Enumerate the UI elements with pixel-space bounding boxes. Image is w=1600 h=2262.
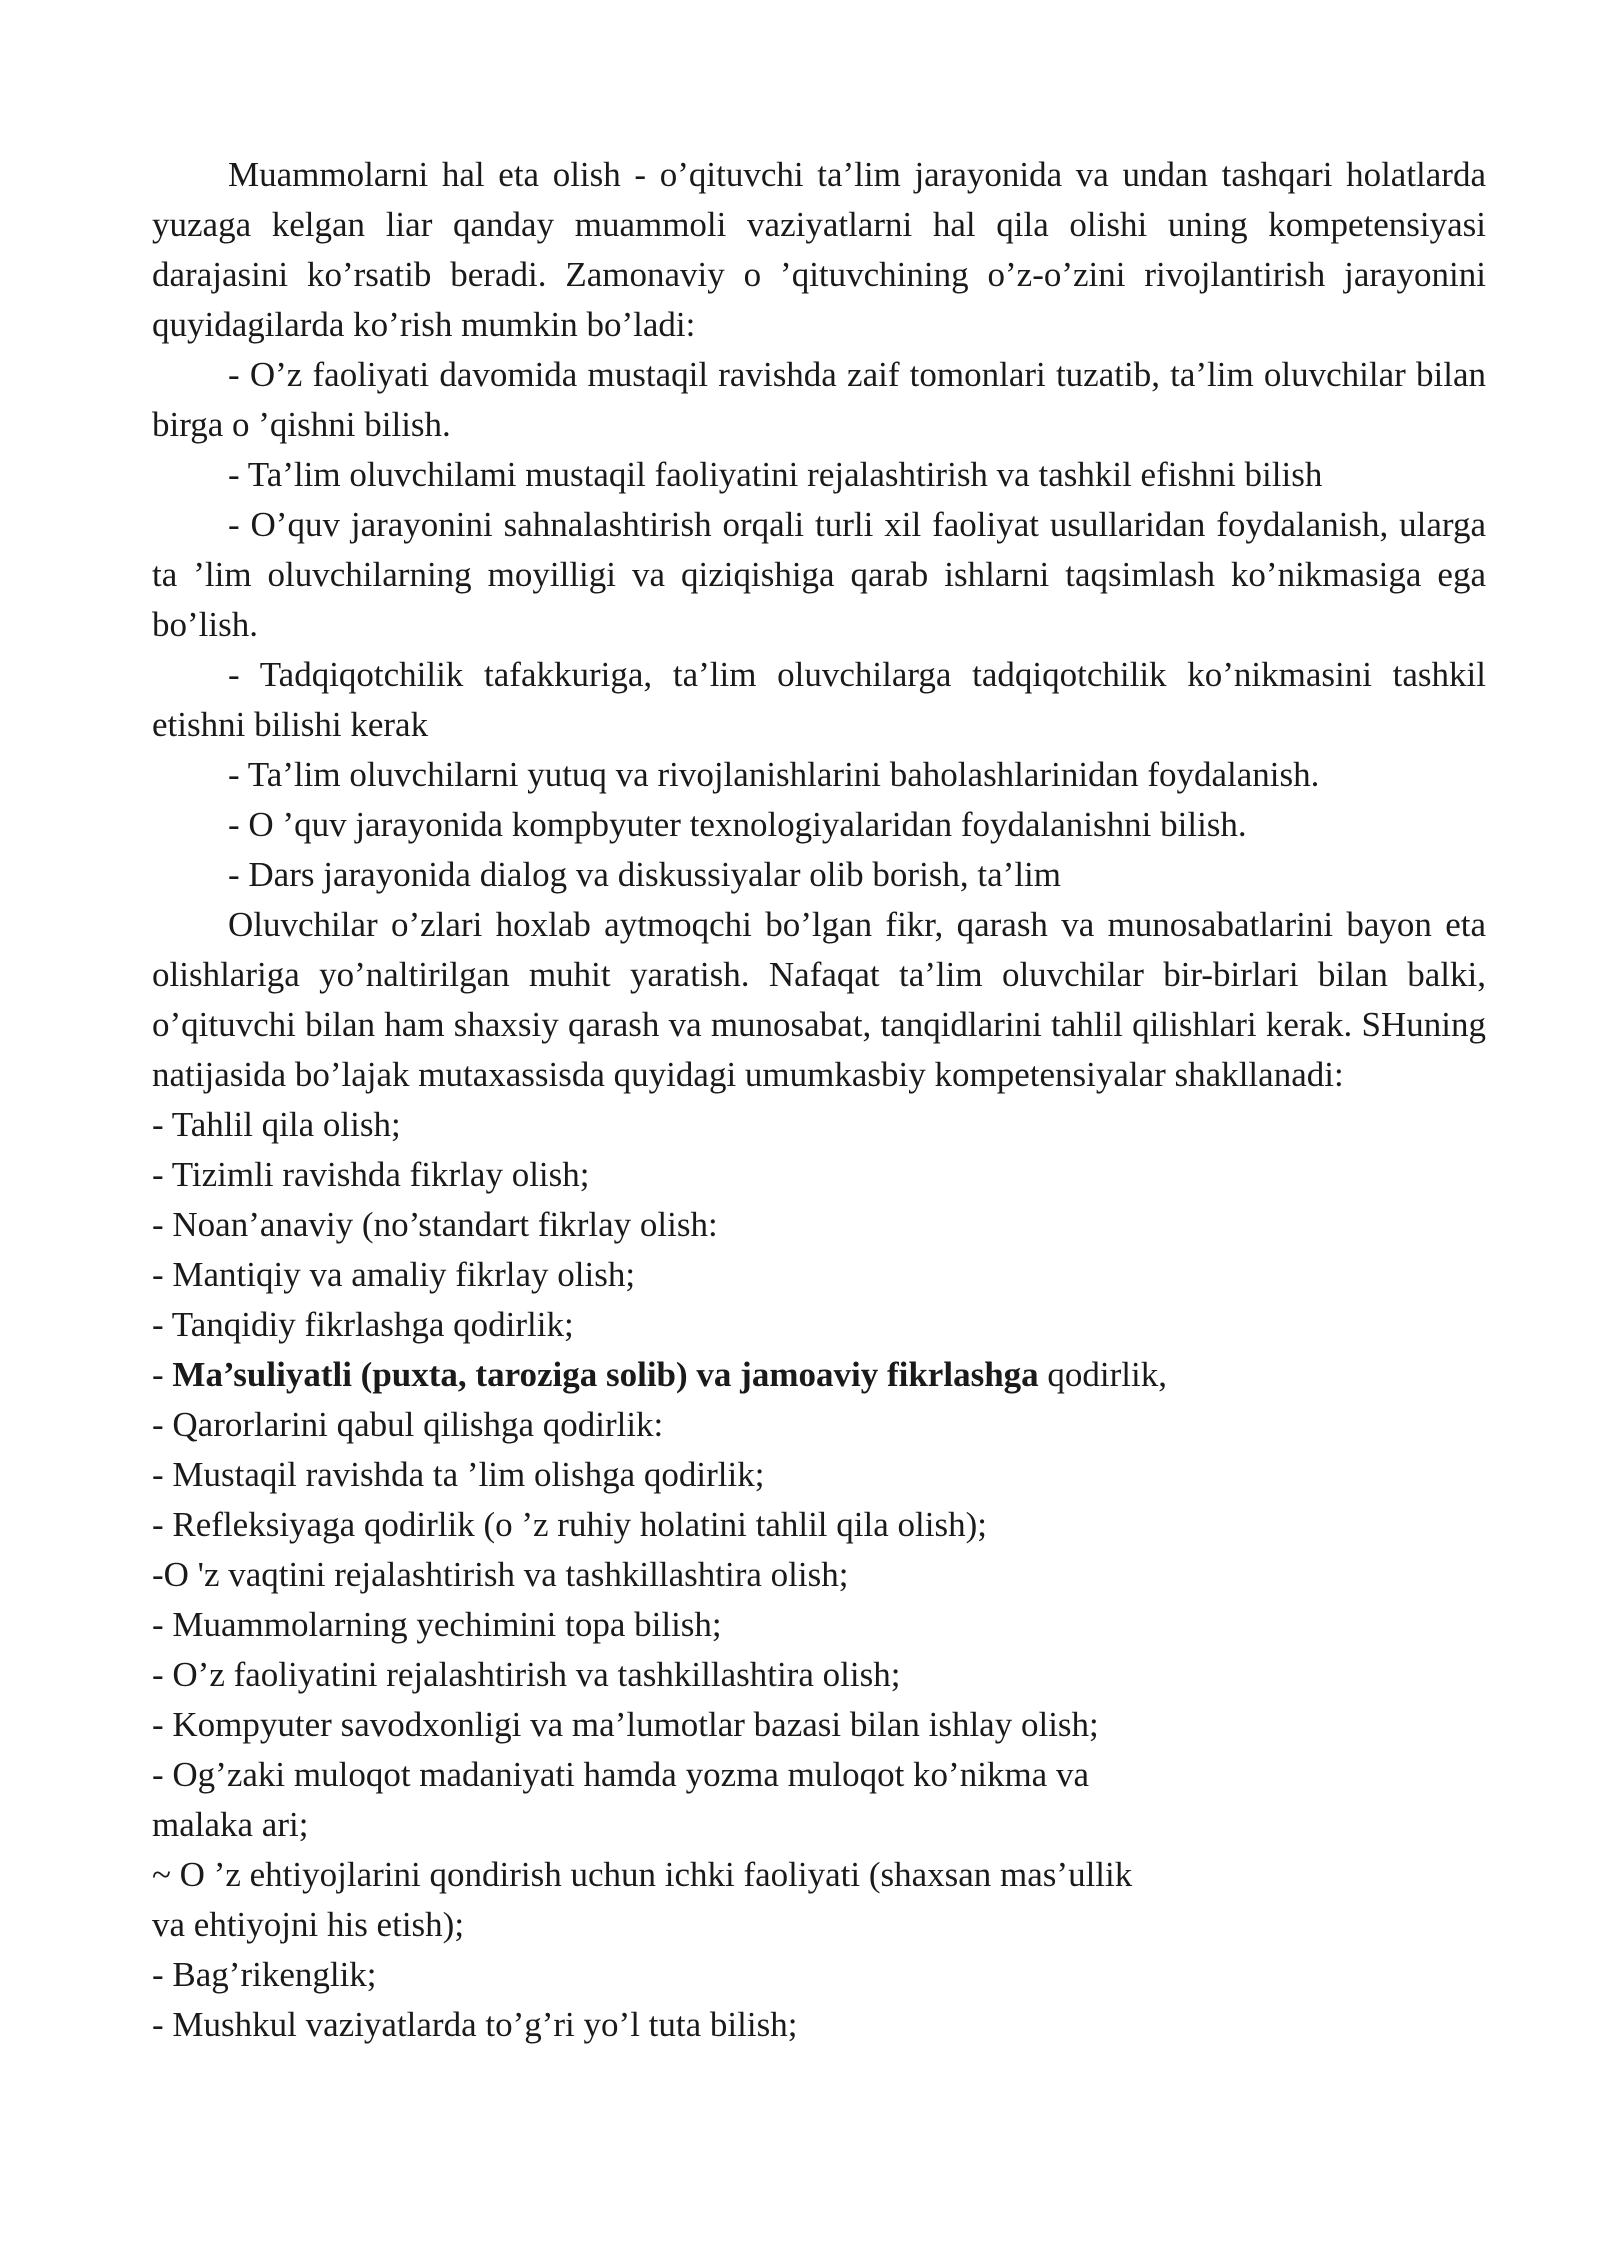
bold-item-prefix: - — [152, 1355, 173, 1394]
list-item: - Tahlil qila olish; — [152, 1105, 401, 1144]
list-item: - Mantiqiy va amaliy fikrlay olish; — [152, 1255, 636, 1294]
list-item-bold — [152, 1350, 1486, 1400]
list-item: - Mustaqil ravishda ta ’lim olishga qodirlik; — [152, 1455, 765, 1494]
list-item-continuation: va ehtiyojni his etish); — [152, 1905, 465, 1944]
list-item: - Bag’rikenglik; — [152, 1955, 377, 1994]
list-item: - Tizimli ravishda fikrlay olish; — [152, 1155, 590, 1194]
list-item: - Tanqidiy fikrlashga qodirlik; — [152, 1305, 574, 1344]
list-item-continuation: malaka ari; — [152, 1805, 309, 1844]
list-item: - Refleksiyaga qodirlik (o ’z ruhiy holatini tahlil qila olish); — [152, 1505, 987, 1544]
paragraph-main: Oluvchilar o’zlari hoxlab aytmoqchi bo’lgan fikr, qarash va munosabatlarini bayon eta olishlariga yo’naltirilgan muhit yaratish. Nafaqat ta’lim oluvchilar bir-birlari bilan balki, o’qituvchi bilan ham shaxsiy qarash va munosabat, tanqidlarini tahlil qilishlari kerak. SHuning natijasida bo’lajak mutaxassisda quyidagi umumkasbiy kompetensiyalar shakllanadi: — [152, 905, 1486, 1094]
paragraph-item-4: - Tadqiqotchilik tafakkuriga, ta’lim oluvchilarga tadqiqotchilik ko’nikmasini tashkil etishni bilishi kerak — [152, 655, 1486, 744]
list-item: - Muammolarning yechimini topa bilish; — [152, 1605, 722, 1644]
paragraph-item-3: - O’quv jarayonini sahnalashtirish orqali turli xil faoliyat usullaridan foydalanish, ularga ta ’lim oluvchilarning moyilligi va qiziqishiga qarab ishlarni taqsimlash ko’nikmasiga ega bo’lish. — [152, 505, 1486, 644]
list-item: -O 'z vaqtini rejalashtirish va tashkillashtira olish; — [152, 1555, 849, 1594]
list-item: ~ O ’z ehtiyojlarini qondirish uchun ichki faoliyati (shaxsan mas’ullik — [152, 1855, 1133, 1894]
document-body — [152, 150, 1486, 2050]
bold-item-emphasis: Ma’suliyatli (puxta, taroziga solib) va jamoaviy fikrlashga — [172, 1355, 1039, 1394]
list-item: - Qarorlarini qabul qilishga qodirlik: — [152, 1405, 664, 1444]
list-item: - Mushkul vaziyatlarda to’g’ri yo’l tuta bilish; — [152, 2005, 798, 2044]
bold-item-suffix: qodirlik, — [1038, 1355, 1167, 1394]
paragraph-item-1: - O’z faoliyati davomida mustaqil ravishda zaif tomonlari tuzatib, ta’lim oluvchilar bilan birga o ’qishni bilish. — [152, 355, 1486, 444]
paragraph-item-2: - Ta’lim oluvchilami mustaqil faoliyatini rejalashtirish va tashkil efishni bilish — [228, 455, 1323, 494]
list-item: - Og’zaki muloqot madaniyati hamda yozma muloqot ko’nikma va — [152, 1755, 1089, 1794]
paragraph-intro: Muammolarni hal eta olish - o’qituvchi ta’lim jarayonida va undan tashqari holatlarda yuzaga kelgan liar qanday muammoli vaziyatlarni hal qila olishi uning kompetensiyasi darajasini ko’rsatib beradi. Zamonaviy o ’qituvchining o’z-o’zini rivojlantirish jarayonini quyidagilarda ko’rish mumkin bo’ladi: — [152, 155, 1486, 344]
paragraph-item-6: - O ’quv jarayonida kompbyuter texnologiyalaridan foydalanishni bilish. — [228, 805, 1247, 844]
list-item: - O’z faoliyatini rejalashtirish va tashkillashtira olish; — [152, 1655, 901, 1694]
paragraph-item-7: - Dars jarayonida dialog va diskussiyalar olib borish, ta’lim — [228, 855, 1062, 894]
list-item: - Noan’anaviy (no’standart fikrlay olish: — [152, 1205, 718, 1244]
list-item: - Kompyuter savodxonligi va ma’lumotlar bazasi bilan ishlay olish; — [152, 1705, 1099, 1744]
paragraph-item-5: - Ta’lim oluvchilarni yutuq va rivojlanishlarini baholashlarinidan foydalanish. — [228, 755, 1320, 794]
